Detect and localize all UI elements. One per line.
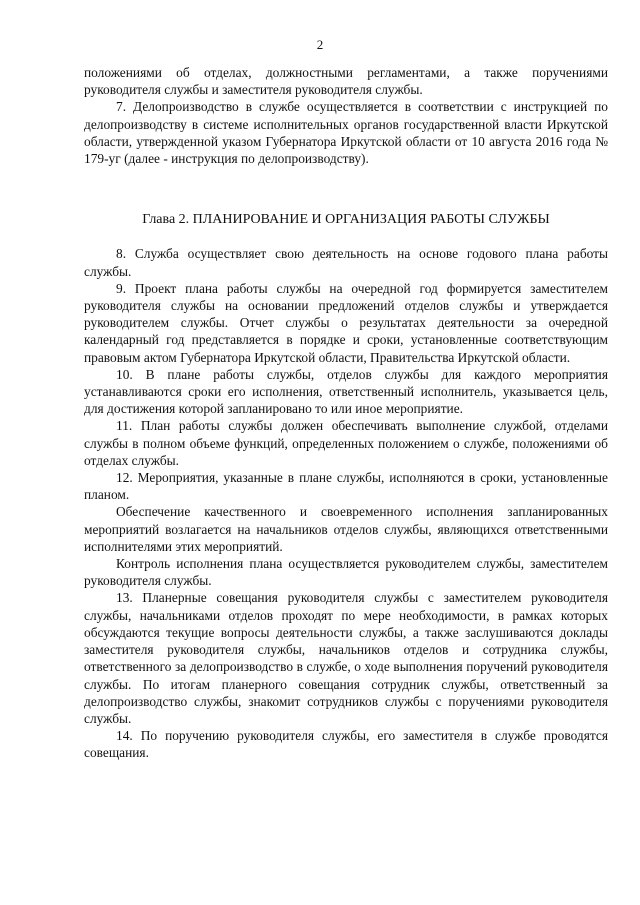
paragraph-7: 7. Делопроизводство в службе осуществляется в соответствии с инструкцией по делопроизводству в системе исполнительных органов государственной власти Иркутской области, утвержденной указом Губернатора Иркутской области от 10 августа 2016 года № 179-уг (далее - инструкция по делопроизводству). xyxy=(84,99,608,167)
paragraph-8: 8. Служба осуществляет свою деятельность на основе годового плана работы службы. xyxy=(84,246,608,279)
document-body xyxy=(84,64,608,762)
paragraph-9: 9. Проект плана работы службы на очередной год формируется заместителем руководителя службы на основании предложений отделов службы и утверждается руководителем службы. Отчет службы о результатах деятельности за очередной календарный год представляется в порядке и сроки, установленные соответствующим правовым актом Губернатора Иркутской области, Правительства Иркутской области. xyxy=(84,280,608,365)
paragraph-12-provision: Обеспечение качественного и своевременного исполнения запланированных мероприятий возлагается на начальников отделов службы, являющихся ответственными исполнителями этих мероприятий. xyxy=(84,504,608,554)
page-number: 2 xyxy=(316,37,324,52)
paragraph-13: 13. Планерные совещания руководителя службы с заместителем руководителя службы, начальниками отделов проходят по мере необходимости, в рамках которых обсуждаются текущие вопросы деятельности службы, а также заслушиваются доклады заместителя руководителя службы, начальников отделов и сотрудника службы, ответственного за делопроизводство в службе, о ходе выполнения поручений руководителя службы. По итогам планерного совещания сотрудник службы, ответственный за делопроизводство службы, знакомит сотрудников службы с поручениями руководителя службы. xyxy=(84,590,608,726)
chapter-heading: Глава 2. ПЛАНИРОВАНИЕ И ОРГАНИЗАЦИЯ РАБОТЫ СЛУЖБЫ xyxy=(142,212,550,228)
paragraph-12: 12. Мероприятия, указанные в плане службы, исполняются в сроки, установленные планом. xyxy=(84,470,608,503)
paragraph-10: 10. В плане работы службы, отделов службы для каждого мероприятия устанавливаются сроки его исполнения, ответственный исполнитель, указывается цель, для достижения которой запланировано то или иное мероприятие. xyxy=(84,366,608,417)
paragraph-11: 11. План работы службы должен обеспечивать выполнение службой, отделами службы в полном объеме функций, определенных положением о службе, положениями об отделах службы. xyxy=(84,418,608,468)
paragraph-14: 14. По поручению руководителя службы, его заместителя в службе проводятся совещания. xyxy=(84,728,608,761)
paragraph-continuation: положениями об отделах, должностными регламентами, а также поручениями руководителя службы и заместителя руководителя службы. xyxy=(84,65,608,98)
paragraph-12-control: Контроль исполнения плана осуществляется руководителем службы, заместителем руководителя службы. xyxy=(84,556,608,589)
